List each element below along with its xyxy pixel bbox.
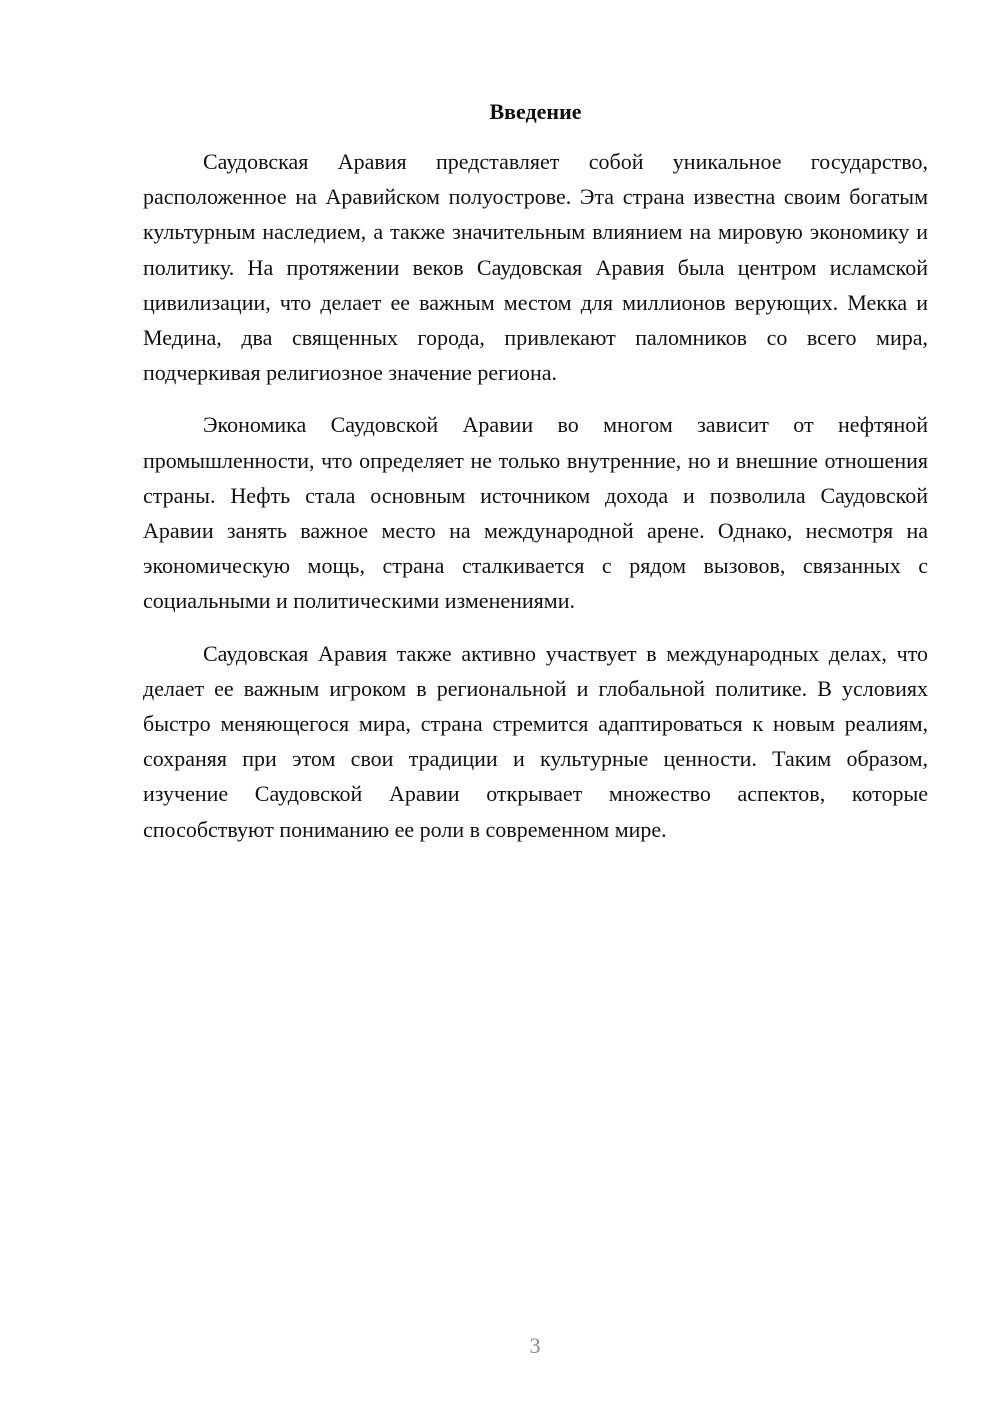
paragraph-3: Саудовская Аравия также активно участвует в международных делах, что делает ее важным игроком в региональной и глобальной политике. В условиях быстро меняющегося мира, страна стремится адаптироваться к новым реалиям, сохраняя при этом свои традиции и культурные ценности. Таким образом, изучение Саудовской Аравии открывает множество аспектов, которые способствуют пониманию ее роли в современном мире. xyxy=(143,640,928,842)
paragraph-1: Саудовская Аравия представляет собой уникальное государство, расположенное на Аравийском полуострове. Эта страна известна своим богатым культурным наследием, а также значительным влиянием на мировую экономику и политику. На протяжении веков Саудовская Аравия была центром исламской цивилизации, что делает ее важным местом для миллионов верующих. Мекка и Медина, два священных города, привлекают паломников со всего мира, подчеркивая религиозное значение региона. xyxy=(143,149,928,386)
section-heading: Введение xyxy=(489,99,582,124)
body-text xyxy=(143,144,928,864)
paragraph-2: Экономика Саудовской Аравии во многом зависит от нефтяной промышленности, что определяет не только внутренние, но и внешние отношения страны. Нефть стала основным источником дохода и позволила Саудовской Аравии занять важное место на международной арене. Однако, несмотря на экономическую мощь, страна сталкивается с рядом вызовов, связанных с социальными и политическими изменениями. xyxy=(143,412,928,614)
page-number: 3 xyxy=(529,1333,541,1358)
